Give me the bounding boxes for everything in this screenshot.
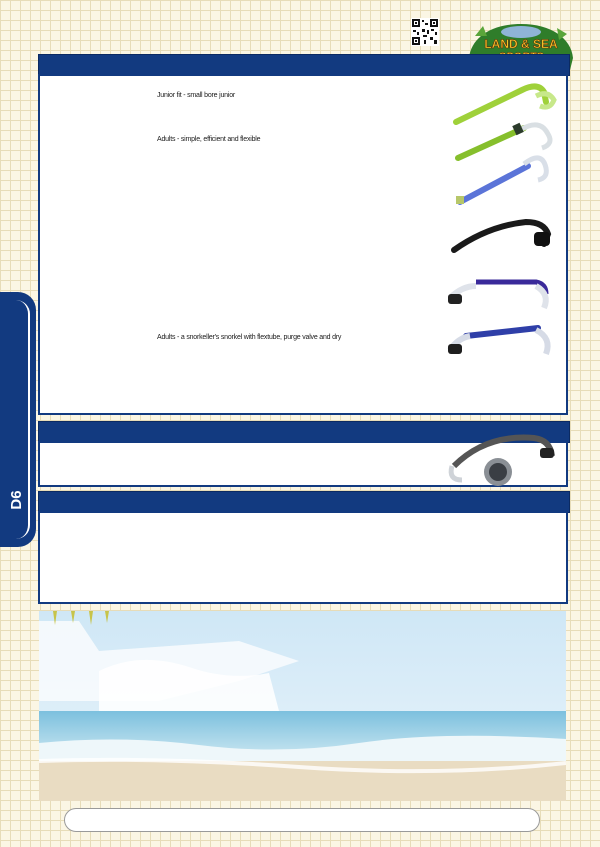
snorkels-header-bar [38, 54, 570, 76]
snorkel-purple-clear-icon [446, 272, 560, 312]
svg-text:LAND & SEA: LAND & SEA [484, 37, 558, 51]
snorkel-blue-clear-icon [452, 150, 562, 208]
snorkel-black-icon [448, 212, 560, 260]
product-description: Adults - a snorkeller's snorkel with flextube, purge valve and dry [157, 334, 342, 341]
beach-photo [39, 611, 566, 801]
notes-header-bar [38, 491, 570, 513]
footer-bar [64, 808, 540, 832]
product-description: Adults - simple, efficient and flexible [157, 136, 261, 143]
product-description: Junior fit - small bore junior [157, 92, 236, 99]
section-code-label: D6 [8, 490, 25, 510]
snorkel-blue-dry-icon [446, 318, 560, 360]
qr-code-icon [411, 18, 439, 46]
snorkel-with-mask-keeper-icon [446, 426, 562, 492]
notes-panel [38, 511, 568, 604]
